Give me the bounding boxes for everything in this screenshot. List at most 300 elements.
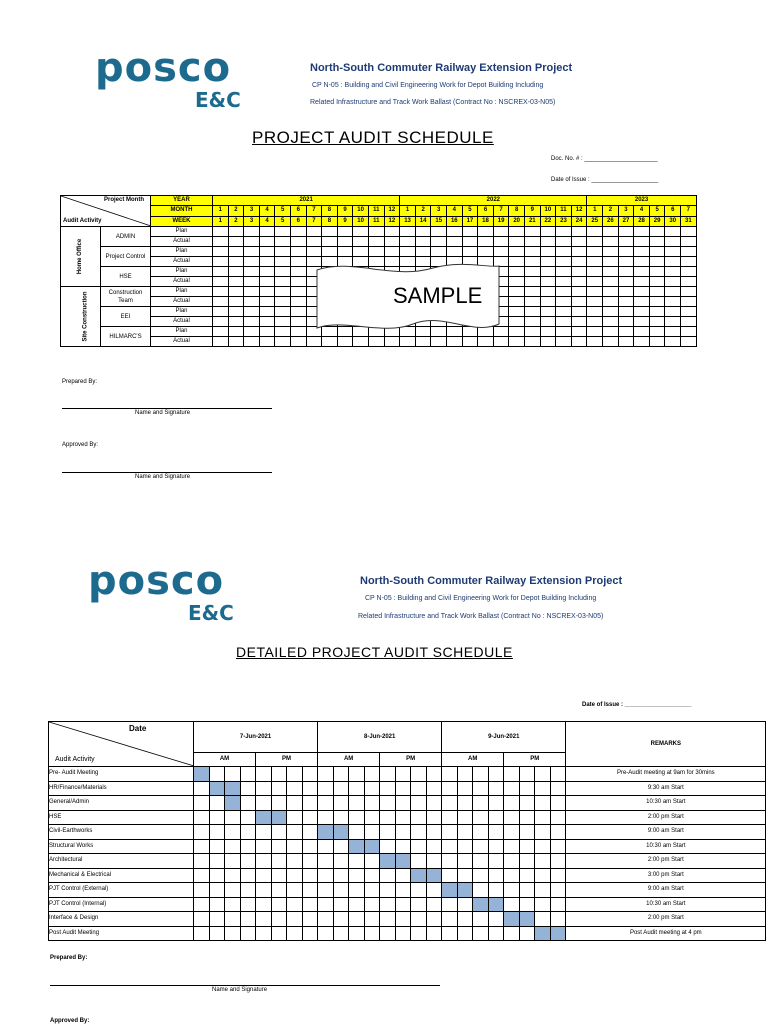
schedule-cell [634,267,650,277]
schedule-slot [550,854,566,869]
schedule-cell [259,227,275,237]
week-cell: 1 [213,216,229,226]
schedule-cell [603,277,619,287]
schedule-slot [504,810,520,825]
schedule-slot [302,825,318,840]
schedule-cell [603,247,619,257]
schedule-cell [571,297,587,307]
plan-label: Plan [151,267,213,277]
schedule-cell [400,337,416,347]
schedule-slot [457,868,473,883]
schedule-cell [681,247,697,257]
schedule-cell [603,297,619,307]
schedule-slot [240,868,256,883]
schedule-slot [318,926,334,941]
schedule-cell [509,317,525,327]
schedule-slot [271,883,287,898]
schedule-slot [256,825,272,840]
schedule-slot [209,868,225,883]
schedule-cell [275,287,291,297]
schedule-slot [519,883,535,898]
header-corner [61,196,151,227]
sample-watermark [313,262,503,334]
schedule-slot [473,767,489,782]
schedule-slot [488,781,504,796]
schedule-slot [411,781,427,796]
schedule-cell [603,307,619,317]
schedule-slot [271,868,287,883]
schedule-cell [275,337,291,347]
month-cell: 4 [447,206,463,216]
schedule-cell [415,337,431,347]
schedule-cell [259,237,275,247]
schedule-cell [665,307,681,317]
month-cell: 6 [478,206,494,216]
week-cell: 6 [290,216,306,226]
schedule-cell [228,267,244,277]
actual-label: Actual [151,257,213,267]
schedule-cell [540,317,556,327]
schedule-slot [519,897,535,912]
week-cell: 23 [556,216,572,226]
schedule-cell [228,227,244,237]
schedule-cell [244,337,260,347]
schedule-cell [213,337,229,347]
schedule-slot [457,897,473,912]
schedule-slot [380,825,396,840]
schedule-slot [411,767,427,782]
am-header: AM [194,753,256,767]
schedule-slot [302,883,318,898]
schedule-cell [524,317,540,327]
table-row [49,796,766,811]
schedule-cell [322,227,338,237]
activity-name: HR/Finance/Materials [49,781,194,796]
schedule-cell [540,307,556,317]
group-site-construction [61,287,101,347]
schedule-slot [256,781,272,796]
scheduled-slot [318,825,334,840]
schedule-slot [287,897,303,912]
month-cell: 11 [368,206,384,216]
schedule-cell [681,277,697,287]
schedule-slot [194,868,210,883]
schedule-cell [353,237,369,247]
schedule-slot [457,912,473,927]
schedule-cell [603,337,619,347]
project-title: North-South Commuter Railway Extension Project [310,62,573,74]
schedule-cell [213,327,229,337]
schedule-slot [256,839,272,854]
plan-label: Plan [151,327,213,337]
schedule-slot [302,854,318,869]
schedule-slot [473,926,489,941]
schedule-cell [587,267,603,277]
schedule-cell [587,287,603,297]
schedule-slot [504,767,520,782]
pm-header: PM [256,753,318,767]
remark-cell: 2:00 pm Start [566,912,766,927]
corner-top-label: Project Month [104,197,144,203]
schedule-cell [556,307,572,317]
schedule-cell [649,227,665,237]
schedule-slot [318,839,334,854]
schedule-cell [540,227,556,237]
schedule-cell [603,317,619,327]
schedule-cell [431,227,447,237]
schedule-slot [488,810,504,825]
schedule-slot [209,897,225,912]
schedule-slot [209,767,225,782]
schedule-cell [665,227,681,237]
schedule-cell [275,257,291,267]
schedule-cell [290,237,306,247]
schedule-slot [550,883,566,898]
schedule-cell [275,297,291,307]
schedule-slot [488,767,504,782]
schedule-slot [442,781,458,796]
schedule-cell [587,227,603,237]
schedule-slot [302,868,318,883]
schedule-slot [349,912,365,927]
table-row [49,839,766,854]
date-header-row [49,722,766,753]
schedule-slot [395,839,411,854]
schedule-slot [225,912,241,927]
schedule-cell [290,297,306,307]
table-row [49,825,766,840]
schedule-slot [287,767,303,782]
schedule-slot [473,883,489,898]
schedule-cell [213,267,229,277]
month-cell: 1 [587,206,603,216]
plan-label: Plan [151,287,213,297]
actual-label: Actual [151,317,213,327]
schedule-slot [318,868,334,883]
approved-by-label: Approved By: [62,442,99,448]
schedule-slot [442,854,458,869]
schedule-slot [535,810,551,825]
schedule-cell [681,227,697,237]
schedule-slot [519,926,535,941]
schedule-slot [333,897,349,912]
schedule-cell [259,287,275,297]
table-row [49,868,766,883]
month-cell: 6 [290,206,306,216]
schedule-slot [209,926,225,941]
schedule-slot [240,810,256,825]
corner-bottom-label: Audit Activity [55,756,95,763]
schedule-cell [649,277,665,287]
month-cell: 4 [259,206,275,216]
schedule-cell [478,227,494,237]
schedule-cell [415,237,431,247]
schedule-cell [556,267,572,277]
company-logo [95,45,245,112]
schedule-slot [287,854,303,869]
schedule-cell [213,297,229,307]
schedule-slot [240,796,256,811]
scheduled-slot [194,767,210,782]
schedule-slot [333,854,349,869]
schedule-cell [681,237,697,247]
schedule-cell [571,337,587,347]
schedule-cell [213,237,229,247]
schedule-slot [256,767,272,782]
schedule-cell [540,277,556,287]
schedule-slot [473,796,489,811]
schedule-slot [302,912,318,927]
schedule-cell [306,247,322,257]
activity-name: Civil-Earthworks [49,825,194,840]
schedule-slot [209,839,225,854]
schedule-cell [634,287,650,297]
schedule-slot [550,868,566,883]
schedule-cell [213,287,229,297]
schedule-cell [244,277,260,287]
schedule-cell [213,277,229,287]
schedule-slot [333,912,349,927]
schedule-slot [488,854,504,869]
schedule-slot [488,883,504,898]
activity-name: Post Audit Meeting [49,926,194,941]
schedule-cell [587,277,603,287]
schedule-slot [535,912,551,927]
schedule-cell [681,267,697,277]
schedule-cell [634,337,650,347]
schedule-cell [447,337,463,347]
schedule-slot [535,897,551,912]
year-label: YEAR [151,196,213,206]
schedule-slot [240,825,256,840]
week-cell: 19 [493,216,509,226]
schedule-slot [209,796,225,811]
table-row [49,781,766,796]
scheduled-slot [426,868,442,883]
month-cell: 7 [681,206,697,216]
schedule-cell [400,237,416,247]
week-cell: 11 [368,216,384,226]
week-cell: 24 [571,216,587,226]
schedule-slot [395,825,411,840]
scheduled-slot [225,781,241,796]
schedule-slot [256,868,272,883]
schedule-slot [426,781,442,796]
schedule-slot [271,767,287,782]
activity-name: HILMARC'S [101,327,151,347]
schedule-slot [550,810,566,825]
schedule-slot [426,897,442,912]
schedule-cell [618,267,634,277]
remark-cell: 10:30 am Start [566,796,766,811]
week-cell: 18 [478,216,494,226]
schedule-slot [550,781,566,796]
schedule-cell [524,277,540,287]
schedule-cell [587,257,603,267]
schedule-slot [395,868,411,883]
schedule-slot [426,839,442,854]
scheduled-slot [225,796,241,811]
table-row [61,247,697,257]
schedule-slot [535,767,551,782]
month-cell: 10 [540,206,556,216]
schedule-cell [618,297,634,307]
schedule-cell [244,257,260,267]
schedule-slot [380,767,396,782]
schedule-cell [524,237,540,247]
schedule-slot [426,810,442,825]
month-cell: 7 [493,206,509,216]
schedule-slot [442,767,458,782]
schedule-cell [213,227,229,237]
schedule-cell [228,287,244,297]
schedule-cell [275,227,291,237]
week-cell: 22 [540,216,556,226]
schedule-cell [634,247,650,257]
remark-cell: 2:00 pm Start [566,854,766,869]
schedule-cell [244,227,260,237]
schedule-slot [473,912,489,927]
schedule-cell [634,257,650,267]
schedule-cell [244,297,260,307]
schedule-cell [681,257,697,267]
scheduled-slot [519,912,535,927]
month-cell: 6 [665,206,681,216]
schedule-slot [550,897,566,912]
logo-subtext: E&C [188,601,234,625]
corner-bottom-label: Audit Activity [63,218,102,224]
am-header: AM [442,753,504,767]
week-cell: 9 [337,216,353,226]
month-cell: 11 [556,206,572,216]
watermark-text: SAMPLE [393,283,483,308]
schedule-slot [364,912,380,927]
schedule-cell [681,307,697,317]
month-cell: 5 [462,206,478,216]
schedule-slot [194,926,210,941]
schedule-slot [535,854,551,869]
schedule-cell [681,327,697,337]
schedule-cell [571,327,587,337]
schedule-slot [442,868,458,883]
activity-name: Construction Team [101,287,151,307]
schedule-cell [618,227,634,237]
schedule-cell [571,247,587,257]
activity-name: General/Admin [49,796,194,811]
schedule-slot [271,825,287,840]
schedule-cell [618,317,634,327]
month-cell: 5 [275,206,291,216]
scheduled-slot [473,897,489,912]
schedule-slot [411,796,427,811]
scheduled-slot [271,810,287,825]
month-cell: 10 [353,206,369,216]
schedule-cell [556,227,572,237]
scheduled-slot [411,868,427,883]
schedule-slot [287,781,303,796]
week-cell: 7 [306,216,322,226]
schedule-cell [681,297,697,307]
schedule-slot [426,825,442,840]
schedule-slot [271,839,287,854]
schedule-cell [509,277,525,287]
schedule-cell [322,247,338,257]
schedule-slot [194,810,210,825]
schedule-cell [275,307,291,317]
schedule-slot [194,883,210,898]
schedule-slot [519,767,535,782]
schedule-slot [302,839,318,854]
schedule-cell [431,337,447,347]
schedule-cell [556,257,572,267]
schedule-cell [244,307,260,317]
schedule-slot [318,810,334,825]
month-row [61,206,697,216]
schedule-cell [603,257,619,267]
schedule-cell [228,277,244,287]
schedule-cell [603,267,619,277]
project-subtitle-1-2: CP N-05 : Building and Civil Engineering Work for Depot Building Including [365,595,597,602]
am-header: AM [318,753,380,767]
schedule-cell [244,247,260,257]
schedule-slot [349,796,365,811]
schedule-cell [337,337,353,347]
month-cell: 8 [509,206,525,216]
schedule-slot [519,839,535,854]
schedule-slot [225,926,241,941]
schedule-slot [380,868,396,883]
activity-name: Structural Works [49,839,194,854]
week-cell: 17 [462,216,478,226]
schedule-slot [333,883,349,898]
activity-name: HSE [101,267,151,287]
schedule-cell [665,257,681,267]
schedule-cell [228,297,244,307]
schedule-slot [333,796,349,811]
schedule-cell [556,277,572,287]
schedule-cell [587,237,603,247]
schedule-cell [493,227,509,237]
schedule-cell [524,287,540,297]
year-2021: 2021 [213,196,400,206]
schedule-slot [318,883,334,898]
project-subtitle-1: CP N-05 : Building and Civil Engineering Work for Depot Building Including [312,82,544,89]
schedule-cell [524,267,540,277]
schedule-slot [302,897,318,912]
month-label: MONTH [151,206,213,216]
schedule-cell [509,237,525,247]
schedule-slot [411,854,427,869]
schedule-cell [556,327,572,337]
schedule-cell [634,297,650,307]
schedule-cell [618,257,634,267]
scheduled-slot [504,912,520,927]
activity-name: PJT Control (External) [49,883,194,898]
schedule-slot [318,854,334,869]
schedule-slot [411,839,427,854]
schedule-cell [259,277,275,287]
schedule-slot [194,854,210,869]
schedule-cell [290,337,306,347]
schedule-cell [681,337,697,347]
schedule-slot [333,781,349,796]
schedule-cell [213,317,229,327]
schedule-cell [509,297,525,307]
schedule-cell [571,267,587,277]
schedule-cell [587,337,603,347]
schedule-slot [349,810,365,825]
schedule-cell [509,327,525,337]
